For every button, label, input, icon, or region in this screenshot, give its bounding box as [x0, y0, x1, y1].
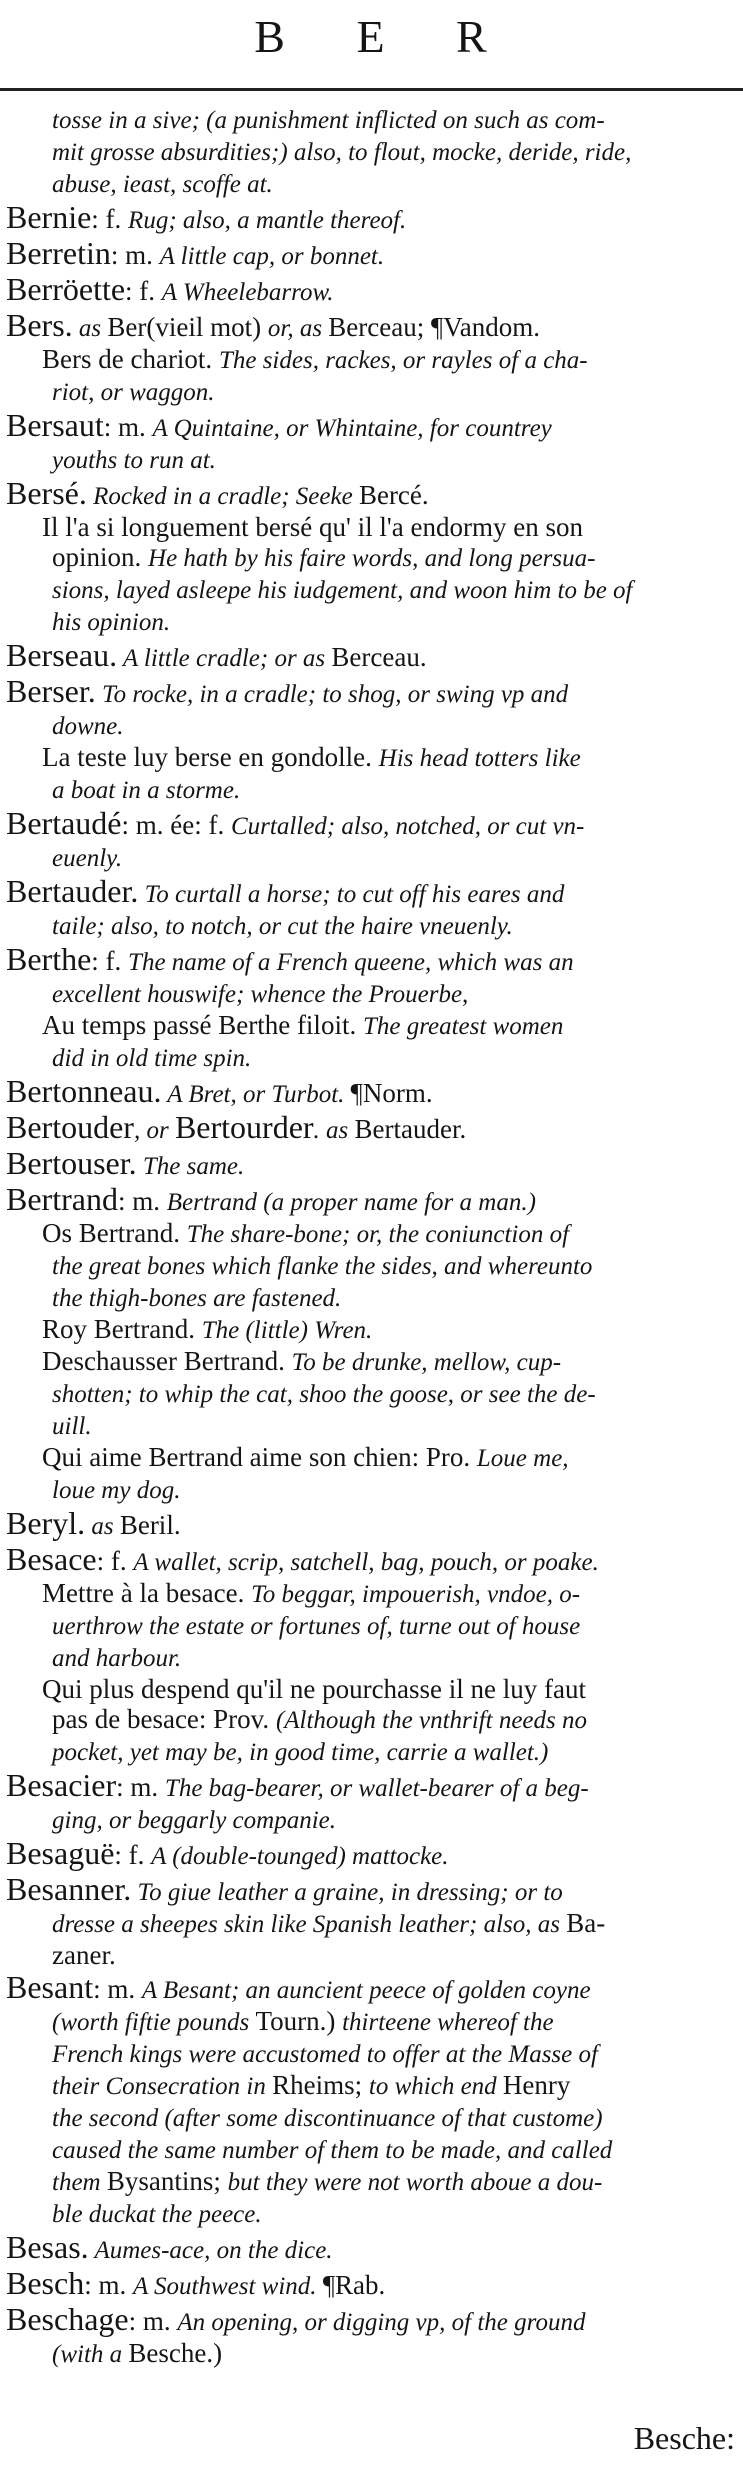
- english-gloss: pocket, yet may be, in good time, carrie a wallet.): [52, 1739, 549, 1766]
- english-gloss: sions, layed asleepe his iudgement, and woon him to be of: [52, 577, 633, 604]
- english-gloss: The sides, rackes, or rayles of a cha-: [218, 347, 588, 374]
- headword: Bernie: [6, 202, 92, 235]
- dictionary-entry: [0, 478, 743, 638]
- dictionary-entry: [0, 1874, 743, 1970]
- english-gloss: A Bret, or Turbot.: [161, 1081, 351, 1108]
- continuation-line: [0, 1042, 743, 1074]
- headword: Bersé.: [6, 478, 87, 511]
- headword: Berser.: [6, 676, 96, 709]
- entry-headline: [0, 944, 743, 978]
- english-gloss: ble duckat the peece.: [52, 2201, 262, 2228]
- french-text: : f.: [96, 1546, 134, 1576]
- dictionary-entry: [0, 1770, 743, 1836]
- header-rule: [0, 88, 743, 91]
- french-text: opinion.: [52, 542, 149, 572]
- english-gloss: as: [72, 315, 108, 342]
- continuation-line: [0, 842, 743, 874]
- english-gloss: To rocke, in a cradle; to shog, or swing vp and: [95, 681, 569, 708]
- english-gloss: He hath by his faire words, and long persua-: [148, 545, 596, 572]
- headword: Bers.: [6, 310, 73, 343]
- french-text: : m.: [93, 1974, 142, 2004]
- continuation-line: [0, 774, 743, 806]
- french-text: : m. ée: f.: [121, 810, 231, 840]
- french-text: Bercé.: [358, 480, 429, 510]
- english-gloss: His head totters like: [378, 745, 581, 772]
- headword: Beryl.: [6, 1508, 86, 1541]
- english-gloss: To giue leather a graine, in dressing; or to: [131, 1879, 563, 1906]
- english-gloss: A Southwest wind.: [132, 2273, 323, 2300]
- continuation-line: [0, 542, 743, 574]
- dictionary-entry: [0, 1544, 743, 1768]
- continuation-line: [0, 2038, 743, 2070]
- dictionary-entry: [0, 876, 743, 942]
- english-gloss: The share-bone; or, the coniunction of: [186, 1221, 570, 1248]
- headword: Berröette: [6, 274, 126, 307]
- english-gloss: their Consecration in: [52, 2073, 273, 2100]
- english-gloss: excellent houswife; whence the Prouerbe,: [52, 981, 469, 1008]
- french-text: Il l'a si longuement bersé qu' il l'a endormy en son: [42, 512, 583, 542]
- english-gloss: to which end: [368, 2073, 503, 2100]
- headword: Berretin: [6, 238, 111, 271]
- entry-headline: [0, 2304, 743, 2338]
- continuation-line: [0, 2102, 743, 2134]
- continuation-line: [0, 376, 743, 408]
- english-gloss: A wallet, scrip, satchell, bag, pouch, or poake.: [133, 1549, 599, 1576]
- english-gloss: The bag-bearer, or wallet-bearer of a beg-: [164, 1775, 589, 1802]
- english-gloss: ging, or beggarly companie.: [52, 1807, 336, 1834]
- english-gloss: uill.: [52, 1413, 92, 1440]
- french-text: Rheims;: [272, 2070, 369, 2100]
- english-gloss: A little cradle; or as: [117, 645, 332, 672]
- headword: Bertrand: [6, 1184, 118, 1217]
- english-gloss: caused the same number of them to be made, and called: [52, 2137, 613, 2164]
- french-text: Bers de chariot.: [42, 344, 219, 374]
- english-gloss: the second (after some discontinuance of that custome): [52, 2105, 603, 2132]
- english-gloss: Curtalled; also, notched, or cut vn-: [230, 813, 585, 840]
- continuation-line: [0, 978, 743, 1010]
- entry-headline: [0, 2268, 743, 2302]
- headword: Bersaut: [6, 410, 104, 443]
- english-gloss: uerthrow the estate or fortunes of, turne out of house: [52, 1613, 581, 1640]
- french-text: Mettre à la besace.: [42, 1578, 252, 1608]
- headword: Besace: [6, 1544, 97, 1577]
- entry-headline: [0, 1076, 743, 1110]
- continuation-line: [0, 910, 743, 942]
- french-text: ¶Norm.: [350, 1078, 433, 1108]
- continuation-line: [0, 1736, 743, 1768]
- sub-phrase-line: [0, 742, 743, 774]
- english-gloss: euenly.: [52, 845, 123, 872]
- english-gloss: . as: [313, 1117, 355, 1144]
- headword: Besanner.: [6, 1874, 132, 1907]
- headword: Bertonneau.: [6, 1076, 162, 1109]
- continuation-line: [0, 1282, 743, 1314]
- english-gloss: loue my dog.: [52, 1477, 181, 1504]
- dictionary-entry: [0, 1972, 743, 2230]
- sub-phrase-line: [0, 1010, 743, 1042]
- dictionary-entry: [0, 274, 743, 308]
- continuation-line: [0, 2166, 743, 2198]
- dictionary-entry: [0, 410, 743, 476]
- english-gloss: downe.: [52, 713, 124, 740]
- headword: Berseau.: [6, 640, 118, 673]
- headword: Berthe: [6, 944, 92, 977]
- dictionary-entry: [0, 1838, 743, 1872]
- dictionary-entry: [0, 310, 743, 408]
- french-text: : f.: [114, 1840, 152, 1870]
- catchword: Besche:: [633, 2420, 735, 2456]
- english-gloss: as: [85, 1513, 120, 1540]
- headword: Bertourder: [174, 1112, 314, 1145]
- continuation-line: [0, 1474, 743, 1506]
- entry-headline: [0, 876, 743, 910]
- english-gloss: or, as: [267, 315, 329, 342]
- english-gloss: A (double-tounged) mattocke.: [151, 1843, 449, 1870]
- sub-phrase-line: [0, 1218, 743, 1250]
- dictionary-entry: [0, 1184, 743, 1506]
- english-gloss: mit grosse absurdities;) also, to flout, mocke, deride, ride,: [52, 139, 632, 166]
- french-text: : m.: [117, 1186, 167, 1216]
- french-text: : m.: [84, 2270, 133, 2300]
- continuation-line: [0, 136, 743, 168]
- dictionary-entry: [0, 808, 743, 874]
- french-text: : m.: [128, 2306, 178, 2336]
- entry-headline: [0, 1972, 743, 2006]
- continuation-line: [0, 1610, 743, 1642]
- french-text: : m.: [103, 412, 153, 442]
- french-text: Deschausser Bertrand.: [42, 1346, 292, 1376]
- french-text: : f.: [91, 204, 129, 234]
- english-gloss: his opinion.: [52, 609, 171, 636]
- continuation-line: [0, 2006, 743, 2038]
- entry-headline: [0, 1544, 743, 1578]
- entry-headline: [0, 676, 743, 710]
- sub-phrase-line: [0, 1314, 743, 1346]
- dictionary-entry: [0, 640, 743, 674]
- french-text: Bysantins;: [106, 2166, 228, 2196]
- dictionary-entry: [0, 2232, 743, 2266]
- headword: Bertouser.: [6, 1148, 137, 1181]
- dictionary-entry: [0, 1148, 743, 1182]
- entry-list: [0, 104, 743, 2372]
- continuation-line: [0, 1410, 743, 1442]
- english-gloss: An opening, or digging vp, of the ground: [177, 2309, 586, 2336]
- french-text: Qui plus despend qu'il ne pourchasse il ne luy faut: [42, 1674, 587, 1704]
- entry-headline: [0, 1112, 743, 1146]
- continuation-line: [0, 606, 743, 638]
- continuation-line: [0, 444, 743, 476]
- english-gloss: abuse, ieast, scoffe at.: [52, 171, 273, 198]
- english-gloss: but they were not worth aboue a dou-: [227, 2169, 603, 2196]
- headword: Bertaudé: [6, 808, 122, 841]
- entry-headline: [0, 310, 743, 344]
- english-gloss: shotten; to whip the cat, shoo the goose, or see the de-: [52, 1381, 596, 1408]
- dictionary-entry: [0, 2304, 743, 2370]
- english-gloss: Rocked in a cradle; Seeke: [86, 483, 359, 510]
- english-gloss: them: [52, 2169, 107, 2196]
- sub-phrase-line: [0, 1346, 743, 1378]
- french-text: zaner.: [52, 1940, 116, 1970]
- dictionary-entry: [0, 1508, 743, 1542]
- english-gloss: To curtall a horse; to cut off his eares and: [138, 881, 565, 908]
- running-head: B E R: [254, 11, 517, 62]
- headword: Besant: [6, 1972, 94, 2005]
- english-gloss: Aumes-ace, on the dice.: [88, 2237, 333, 2264]
- entry-headline: [0, 1770, 743, 1804]
- english-gloss: dresse a sheepes skin like Spanish leather; also, as: [52, 1911, 567, 1938]
- french-text: Au temps passé Berthe filoit.: [42, 1010, 363, 1040]
- french-text: Roy Bertrand.: [42, 1314, 202, 1344]
- continuation-line: [0, 1804, 743, 1836]
- continuation-line: [0, 168, 743, 200]
- continuation-line: [0, 1642, 743, 1674]
- english-gloss: (with a: [52, 2341, 129, 2368]
- entry-headline: [0, 202, 743, 236]
- continuation-line: [0, 1940, 743, 1970]
- french-text: : m.: [116, 1772, 165, 1802]
- headword: Besas.: [6, 2232, 89, 2265]
- english-gloss: Bertrand (a proper name for a man.): [166, 1189, 536, 1216]
- english-gloss: youths to run at.: [52, 447, 216, 474]
- sub-phrase-line: [0, 1674, 743, 1704]
- entry-headline: [0, 1184, 743, 1218]
- entry-headline: [0, 1874, 743, 1908]
- english-gloss: A little cap, or bonnet.: [159, 243, 385, 270]
- continuation-line: [0, 2338, 743, 2370]
- english-gloss: the great bones which flanke the sides, and whereunto: [52, 1253, 593, 1280]
- english-gloss: tosse in a sive; (a punishment inflicted on such as com-: [52, 107, 605, 134]
- french-text: : m.: [110, 240, 160, 270]
- french-text: pas de besace: Prov.: [52, 1704, 276, 1734]
- entry-headline: [0, 1148, 743, 1182]
- entry-headline: [0, 1508, 743, 1542]
- french-text: : f.: [125, 276, 162, 306]
- english-gloss: The same.: [136, 1153, 245, 1180]
- dictionary-entry: [0, 944, 743, 1074]
- english-gloss: , or: [133, 1117, 175, 1144]
- french-text: Qui aime Bertrand aime son chien: Pro.: [42, 1442, 477, 1472]
- headword: Bertouder: [6, 1112, 134, 1145]
- english-gloss: (worth fiftie pounds: [52, 2009, 256, 2036]
- dictionary-entry: [0, 2268, 743, 2302]
- entry-headline: [0, 808, 743, 842]
- english-gloss: A Besant; an auncient peece of golden coyne: [141, 1977, 591, 2004]
- english-gloss: The greatest women: [362, 1013, 564, 1040]
- english-gloss: a boat in a storme.: [52, 777, 241, 804]
- english-gloss: and harbour.: [52, 1645, 182, 1672]
- entry-headline: [0, 238, 743, 272]
- english-gloss: The (little) Wren.: [201, 1317, 373, 1344]
- french-text: Henry: [502, 2070, 571, 2100]
- dictionary-entry: [0, 104, 743, 200]
- continuation-line: [0, 1704, 743, 1736]
- headword: Besch: [6, 2268, 85, 2301]
- english-gloss: The name of a French queene, which was an: [128, 949, 574, 976]
- continuation-line: [0, 2198, 743, 2230]
- french-text: Berceau; ¶Vandom.: [328, 312, 540, 342]
- french-text: ¶Rab.: [322, 2270, 386, 2300]
- english-gloss: Rug; also, a mantle thereof.: [128, 207, 407, 234]
- english-gloss: the thigh-bones are fastened.: [52, 1285, 342, 1312]
- english-gloss: thirteene whereof the: [342, 2009, 554, 2036]
- french-text: Tourn.): [255, 2006, 343, 2036]
- english-gloss: A Quintaine, or Whintaine, for countrey: [152, 415, 552, 442]
- dictionary-entry: [0, 1076, 743, 1110]
- french-text: Bertauder.: [354, 1114, 467, 1144]
- french-text: Ba-: [566, 1908, 606, 1938]
- french-text: Berceau.: [331, 642, 427, 672]
- english-gloss: French kings were accustomed to offer at the Masse of: [52, 2041, 598, 2068]
- headword: Beschage: [6, 2304, 129, 2337]
- english-gloss: To be drunke, mellow, cup-: [291, 1349, 562, 1376]
- sub-phrase-line: [0, 1442, 743, 1474]
- entry-headline: [0, 640, 743, 674]
- french-text: Beril.: [119, 1510, 181, 1540]
- french-text: Besche.): [128, 2338, 223, 2368]
- english-gloss: taile; also, to notch, or cut the haire vneuenly.: [52, 913, 513, 940]
- dictionary-entry: [0, 1112, 743, 1146]
- sub-phrase-line: [0, 344, 743, 376]
- english-gloss: To beggar, impouerish, vndoe, o-: [251, 1581, 581, 1608]
- french-text: La teste luy berse en gondolle.: [42, 742, 379, 772]
- english-gloss: did in old time spin.: [52, 1045, 252, 1072]
- english-gloss: (Although the vnthrift needs no: [275, 1707, 587, 1734]
- entry-headline: [0, 1838, 743, 1872]
- headword: Besacier: [6, 1770, 117, 1803]
- english-gloss: Loue me,: [476, 1445, 569, 1472]
- continuation-line: [0, 104, 743, 136]
- continuation-line: [0, 1378, 743, 1410]
- english-gloss: A Wheelebarrow.: [161, 279, 334, 306]
- french-text: : f.: [91, 946, 129, 976]
- continuation-line: [0, 1250, 743, 1282]
- entry-headline: [0, 274, 743, 308]
- continuation-line: [0, 710, 743, 742]
- dictionary-entry: [0, 676, 743, 806]
- entry-headline: [0, 478, 743, 512]
- french-text: Os Bertrand.: [42, 1218, 187, 1248]
- headword: Bertauder.: [6, 876, 139, 909]
- continuation-line: [0, 574, 743, 606]
- entry-headline: [0, 410, 743, 444]
- continuation-line: [0, 2070, 743, 2102]
- continuation-line: [0, 2134, 743, 2166]
- sub-phrase-line: [0, 1578, 743, 1610]
- entry-headline: [0, 2232, 743, 2266]
- continuation-line: [0, 1908, 743, 1940]
- headword: Besaguë: [6, 1838, 115, 1871]
- dictionary-entry: [0, 202, 743, 236]
- english-gloss: riot, or waggon.: [52, 379, 215, 406]
- sub-phrase-line: [0, 512, 743, 542]
- dictionary-entry: [0, 238, 743, 272]
- french-text: Ber(vieil mot): [107, 312, 268, 342]
